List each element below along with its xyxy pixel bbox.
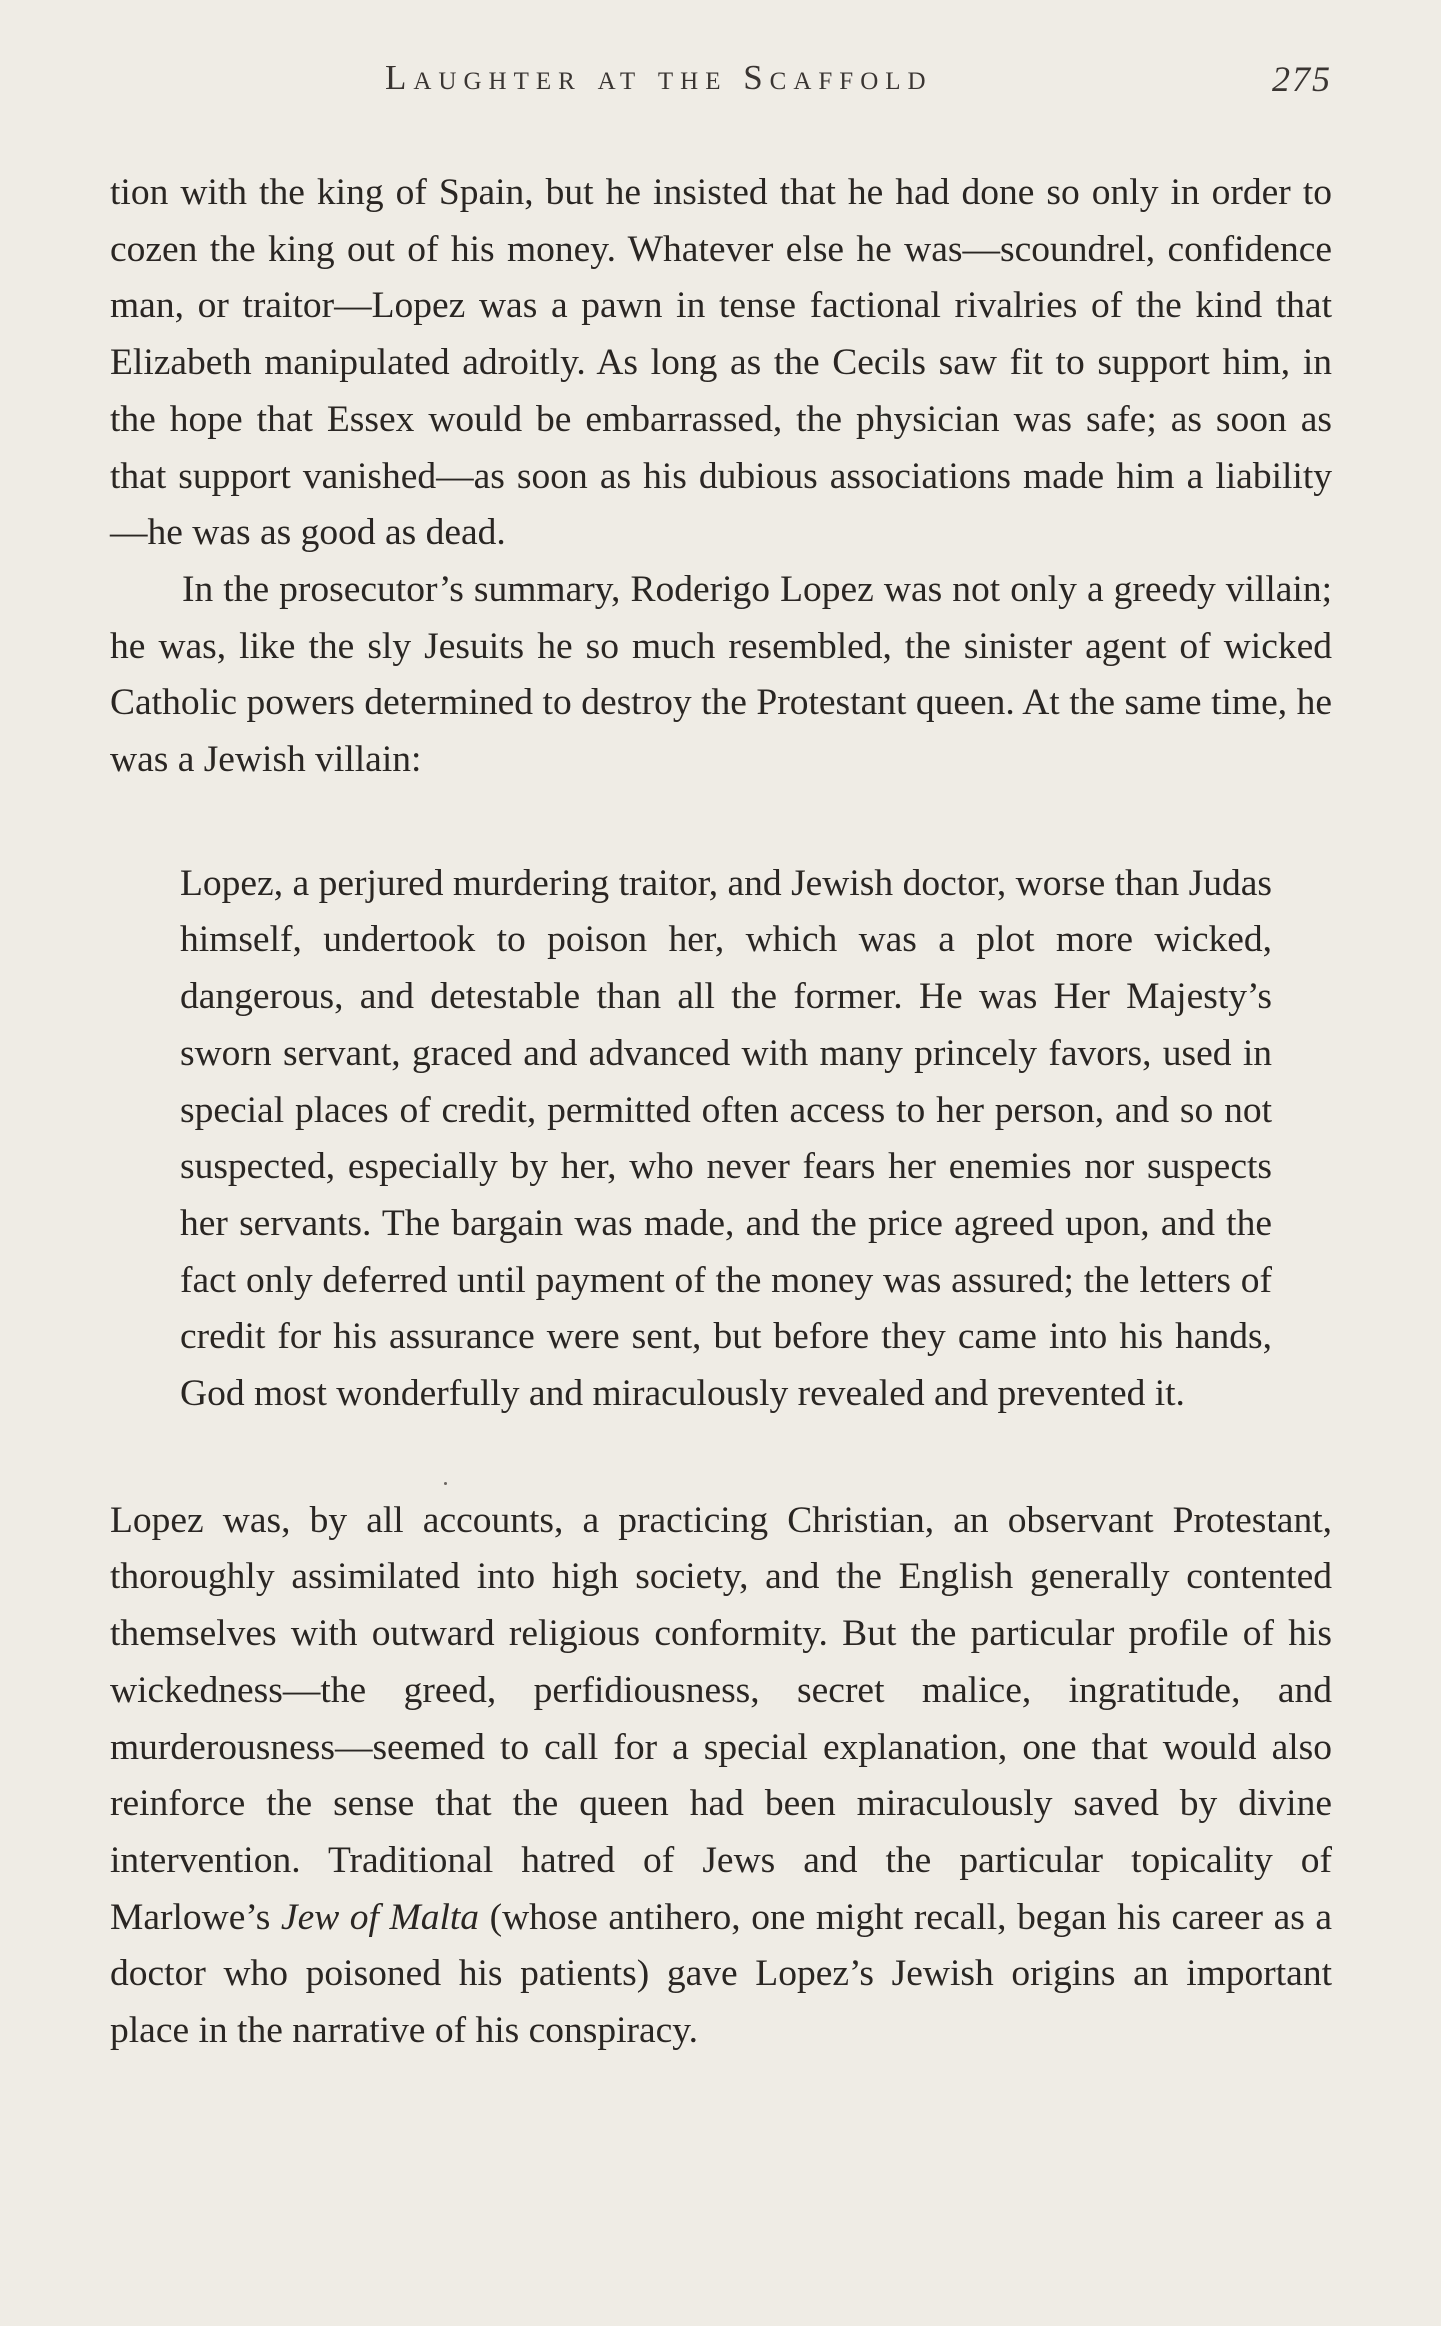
- paragraph-continuation: tion with the king of Spain, but he insisted that he had done so only in order to cozen the king out of his money. Whatever else he was—scoundrel, confidence man, or traitor—Lopez was a pawn in tense factional rivalries of the kind that Elizabeth manipulated adroitly. As long as the Cecils saw fit to support him, in the hope that Essex would be embarrassed, the physician was safe; as soon as that support vanished—as soon as his dubious associations made him a liability—he was as good as dead.: [110, 172, 1332, 554]
- page-number: 275: [1272, 59, 1332, 99]
- block-quotation: Lopez, a perjured murdering traitor, and Jewish doctor, worse than Judas himself, undertook to poison her, which was a plot more wicked, dangerous, and detestable than all the former. He was Her Majesty’s sworn servant, graced and advanced with many princely favors, used in special places of credit, permitted often access to her person, and so not suspected, especially by her, who never fears her enemies nor suspects her servants. The bargain was made, and the price agreed upon, and the fact only deferred until payment of the money was assured; the letters of credit for his assurance were sent, but before they came into his hands, God most wonderfully and miraculously revealed and prevented it.: [180, 862, 1272, 1415]
- running-head: [110, 58, 1332, 108]
- running-title: Laughter at the Scaffold: [385, 58, 933, 97]
- body-text: [110, 165, 1332, 2060]
- paragraph-text-before-title: Lopez was, by all accounts, a practicing Christian, an observant Protestant, thoroughly assimilated into high society, and the English generally contented themselves with outward religious conformity. But the particular profile of his wickedness—the greed, perfidiousness, secret malice, ingratitude, and murderousness—seemed to call for a special explanation, one that would also reinforce the sense that the queen had been miraculously saved by divine intervention. Traditional hatred of Jews and the particular topicality of Marlowe’s: [110, 1499, 1332, 1938]
- paragraph-lopez-christian: [110, 1493, 1332, 2060]
- paragraph-prosecutor-summary: In the prosecutor’s summary, Roderigo Lopez was not only a greedy villain; he was, like the sly Jesuits he so much resembled, the sinister agent of wicked Catholic powers determined to destroy the Protestant queen. At the same time, he was a Jewish villain:: [110, 568, 1332, 781]
- paragraph-text-after-title: (whose antihero, one might recall, began his career as a doctor who poisoned his patients) gave Lopez’s Jewish origins an important place in the narrative of his conspiracy.: [110, 1896, 1332, 2052]
- stray-mark: [444, 1482, 447, 1485]
- play-title: Jew of Malta: [280, 1896, 480, 1938]
